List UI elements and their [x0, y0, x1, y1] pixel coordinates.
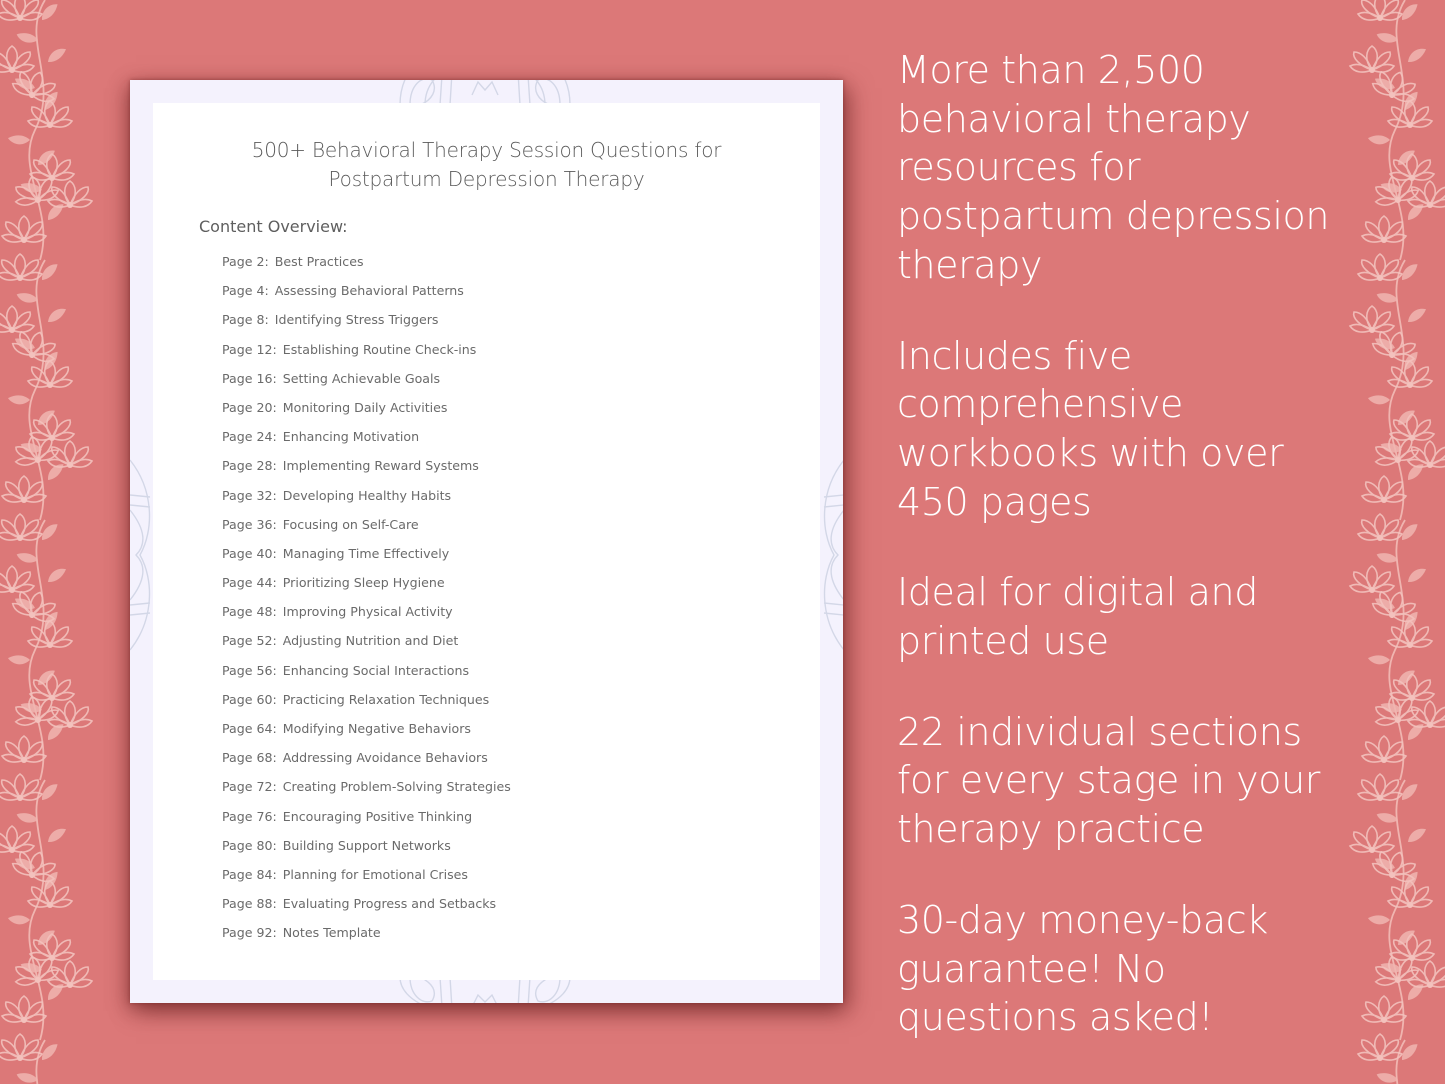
feature-line: postpartum depression: [897, 194, 1330, 239]
toc-item: [222, 517, 511, 546]
toc-title: Modifying Negative Behaviors: [282, 721, 471, 736]
feature-line: workbooks with over: [897, 430, 1284, 475]
toc-item: [222, 838, 511, 867]
toc-page: Page 56:: [222, 662, 277, 678]
toc-item: [222, 604, 511, 633]
toc-page: Page 72:: [222, 779, 277, 795]
toc-page: Page 76:: [222, 808, 277, 824]
toc-title: Creating Problem-Solving Strategies: [282, 779, 511, 795]
toc-item: [222, 283, 511, 312]
toc-item: [222, 458, 511, 487]
toc-page: Page 88:: [222, 896, 277, 912]
toc-page: Page 48:: [222, 604, 277, 620]
toc-page: Page 44:: [222, 575, 277, 591]
floral-vine-right-icon: [1345, 0, 1445, 1084]
toc-title: Planning for Emotional Crises: [282, 866, 468, 882]
toc-page: Page 68:: [222, 750, 277, 766]
feature-line: comprehensive: [897, 382, 1184, 427]
feature-line: behavioral therapy: [897, 96, 1251, 141]
toc-page: Page 2:: [222, 254, 269, 269]
toc-item: [222, 633, 511, 662]
toc-page: Page 84:: [222, 866, 277, 882]
toc-title: Addressing Avoidance Behaviors: [282, 750, 488, 766]
floral-vine-left-icon: [0, 0, 110, 1084]
mandala-left-icon: [130, 450, 154, 660]
feature-list: [897, 46, 1347, 1084]
feature-format: [897, 568, 1347, 665]
toc-item: [222, 312, 511, 341]
toc-item: [222, 896, 511, 925]
toc-title: Evaluating Progress and Setbacks: [282, 896, 497, 912]
toc-title: Encouraging Positive Thinking: [282, 808, 473, 824]
feature-line: questions asked!: [897, 995, 1214, 1040]
feature-line: therapy: [897, 242, 1043, 287]
toc-item: [222, 575, 511, 604]
feature-line: Includes five: [897, 333, 1132, 378]
mandala-right-icon: [820, 450, 843, 660]
toc-page: Page 32:: [222, 487, 277, 503]
mandala-top-icon: [380, 80, 590, 105]
feature-line: guarantee! No: [897, 946, 1166, 991]
toc-title: Enhancing Social Interactions: [282, 662, 470, 678]
toc-item: [222, 342, 511, 371]
toc-page: Page 16:: [222, 370, 277, 386]
toc-item: [222, 809, 511, 838]
feature-line: printed use: [897, 619, 1109, 664]
feature-line: 30-day money-back: [897, 897, 1268, 942]
feature-resources: [897, 46, 1347, 290]
feature-line: More than 2,500: [897, 48, 1205, 92]
toc-title: Notes Template: [282, 925, 381, 941]
feature-sections: [897, 708, 1347, 854]
toc-item: [222, 400, 511, 429]
toc-page: Page 60:: [222, 691, 277, 707]
toc-item: [222, 925, 511, 954]
toc-page: Page 20:: [222, 399, 277, 415]
toc-title: Adjusting Nutrition and Diet: [282, 633, 459, 649]
toc-title: Monitoring Daily Activities: [282, 399, 448, 415]
document-preview: [130, 80, 843, 1003]
toc-title: Managing Time Effectively: [282, 545, 450, 561]
toc-title: Establishing Routine Check-ins: [282, 341, 477, 357]
content-overview-label: Content Overview:: [199, 217, 348, 236]
feature-line: therapy practice: [897, 807, 1205, 852]
toc-title: Practicing Relaxation Techniques: [282, 691, 490, 707]
feature-line: for every stage in your: [897, 758, 1320, 803]
toc-item: [222, 254, 511, 283]
toc-page: Page 28:: [222, 458, 277, 474]
toc-item: [222, 721, 511, 750]
toc-item: [222, 429, 511, 458]
toc-item: [222, 779, 511, 808]
table-of-contents: [222, 254, 511, 955]
toc-item: [222, 692, 511, 721]
toc-title: Focusing on Self-Care: [282, 516, 419, 532]
feature-line: resources for: [897, 145, 1141, 190]
toc-page: Page 4:: [222, 283, 269, 299]
toc-page: Page 40:: [222, 545, 277, 561]
document-title-line-2: Postpartum Depression Therapy: [328, 167, 645, 191]
toc-page: Page 64:: [222, 721, 277, 736]
toc-title: Improving Physical Activity: [282, 604, 453, 620]
toc-title: Building Support Networks: [282, 837, 451, 853]
toc-page: Page 52:: [222, 633, 277, 649]
toc-page: Page 36:: [222, 516, 277, 532]
feature-line: Ideal for digital and: [897, 570, 1258, 615]
toc-title: Best Practices: [274, 254, 364, 269]
feature-line: 22 individual sections: [897, 709, 1302, 754]
toc-item: [222, 488, 511, 517]
toc-item: [222, 867, 511, 896]
toc-item: [222, 750, 511, 779]
toc-page: Page 8:: [222, 312, 269, 328]
toc-page: Page 80:: [222, 837, 277, 853]
toc-title: Setting Achievable Goals: [282, 370, 441, 386]
feature-workbooks: [897, 332, 1347, 527]
toc-title: Assessing Behavioral Patterns: [274, 283, 464, 299]
toc-page: Page 24:: [222, 429, 277, 445]
toc-page: Page 12:: [222, 341, 277, 357]
toc-title: Developing Healthy Habits: [282, 487, 452, 503]
toc-page: Page 92:: [222, 925, 277, 941]
feature-line: 450 pages: [897, 479, 1092, 524]
toc-title: Prioritizing Sleep Hygiene: [282, 575, 445, 591]
document-page: [153, 103, 820, 980]
toc-title: Identifying Stress Triggers: [274, 312, 439, 328]
toc-item: [222, 663, 511, 692]
toc-title: Implementing Reward Systems: [282, 458, 479, 474]
feature-guarantee: [897, 896, 1347, 1042]
toc-title: Enhancing Motivation: [282, 429, 420, 445]
mandala-bottom-icon: [380, 977, 590, 1003]
document-title: [153, 136, 820, 194]
toc-item: [222, 371, 511, 400]
document-title-line-1: 500+ Behavioral Therapy Session Questions for: [251, 138, 722, 162]
toc-item: [222, 546, 511, 575]
